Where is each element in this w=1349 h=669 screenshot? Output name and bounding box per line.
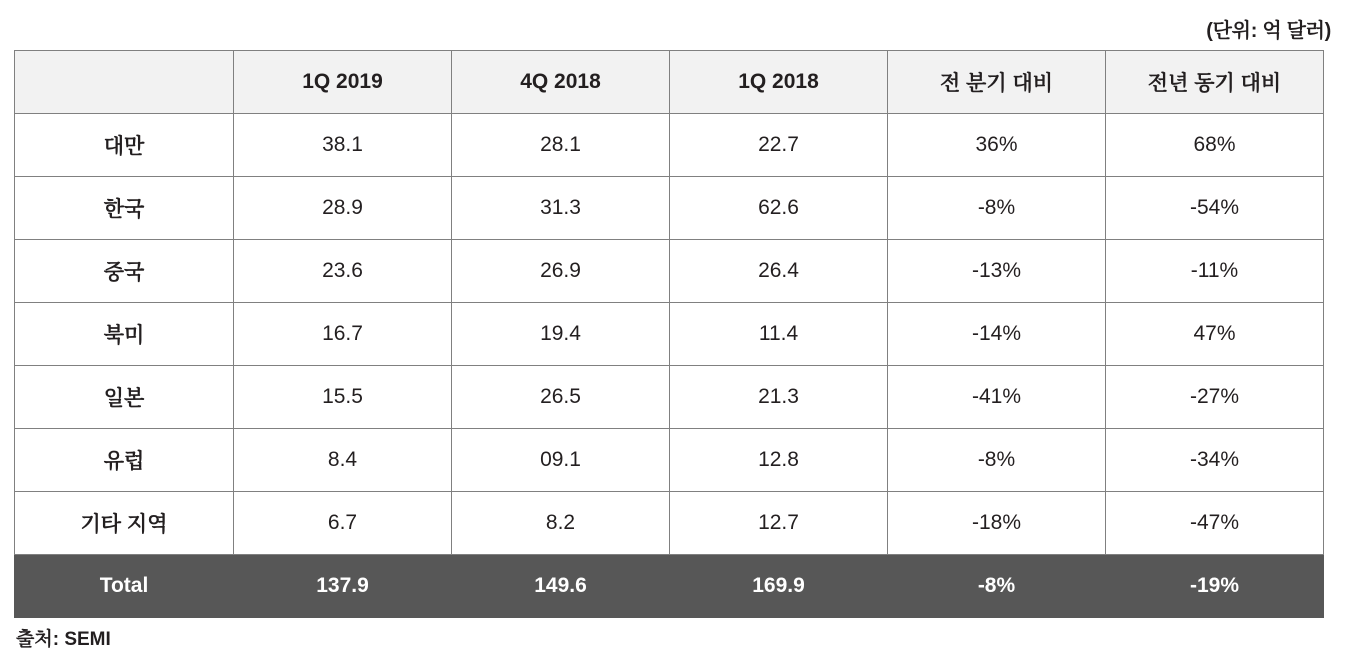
cell-value: 36%: [888, 114, 1106, 177]
cell-value: -18%: [888, 492, 1106, 555]
cell-value: 28.9: [234, 177, 452, 240]
cell-value: 26.9: [452, 240, 670, 303]
cell-value: 16.7: [234, 303, 452, 366]
cell-value: 19.4: [452, 303, 670, 366]
cell-value: 31.3: [452, 177, 670, 240]
total-value: 169.9: [670, 555, 888, 618]
cell-value: 62.6: [670, 177, 888, 240]
cell-value: 23.6: [234, 240, 452, 303]
cell-value: 28.1: [452, 114, 670, 177]
cell-value: -41%: [888, 366, 1106, 429]
cell-value: -8%: [888, 177, 1106, 240]
row-label: 대만: [15, 114, 234, 177]
row-label: 한국: [15, 177, 234, 240]
table-row: [15, 177, 1324, 240]
row-label: 중국: [15, 240, 234, 303]
column-header-4q2018: 4Q 2018: [452, 51, 670, 114]
table-header: [15, 51, 1324, 114]
table-row: [15, 303, 1324, 366]
table-container: [14, 50, 1320, 618]
table-row: [15, 114, 1324, 177]
cell-value: 8.2: [452, 492, 670, 555]
cell-value: -8%: [888, 429, 1106, 492]
cell-value: -27%: [1106, 366, 1324, 429]
cell-value: -47%: [1106, 492, 1324, 555]
column-header-1q2018: 1Q 2018: [670, 51, 888, 114]
total-value: -8%: [888, 555, 1106, 618]
cell-value: 22.7: [670, 114, 888, 177]
table-body: [15, 114, 1324, 618]
cell-value: 8.4: [234, 429, 452, 492]
cell-value: 6.7: [234, 492, 452, 555]
cell-value: 11.4: [670, 303, 888, 366]
table-row: [15, 240, 1324, 303]
cell-value: 47%: [1106, 303, 1324, 366]
table-row: [15, 366, 1324, 429]
header-row: [15, 51, 1324, 114]
column-header-1q2019: 1Q 2019: [234, 51, 452, 114]
column-header-qoq: 전 분기 대비: [888, 51, 1106, 114]
total-value: 137.9: [234, 555, 452, 618]
cell-value: 12.7: [670, 492, 888, 555]
cell-value: -11%: [1106, 240, 1324, 303]
cell-value: 21.3: [670, 366, 888, 429]
table-row: [15, 429, 1324, 492]
cell-value: 38.1: [234, 114, 452, 177]
total-value: -19%: [1106, 555, 1324, 618]
table-total-row: [15, 555, 1324, 618]
cell-value: 26.4: [670, 240, 888, 303]
cell-value: -14%: [888, 303, 1106, 366]
source-note: 출처: SEMI: [16, 629, 111, 650]
total-label: Total: [15, 555, 234, 618]
cell-value: 15.5: [234, 366, 452, 429]
row-label: 유럽: [15, 429, 234, 492]
header-corner: [15, 51, 234, 114]
cell-value: -34%: [1106, 429, 1324, 492]
semi-billings-table: [14, 50, 1324, 618]
column-header-yoy: 전년 동기 대비: [1106, 51, 1324, 114]
cell-value: 26.5: [452, 366, 670, 429]
unit-note: (단위: 억 달러): [1206, 20, 1331, 42]
cell-value: 12.8: [670, 429, 888, 492]
cell-value: 68%: [1106, 114, 1324, 177]
total-value: 149.6: [452, 555, 670, 618]
cell-value: -54%: [1106, 177, 1324, 240]
row-label: 일본: [15, 366, 234, 429]
cell-value: 09.1: [452, 429, 670, 492]
cell-value: -13%: [888, 240, 1106, 303]
row-label: 북미: [15, 303, 234, 366]
row-label: 기타 지역: [15, 492, 234, 555]
table-row: [15, 492, 1324, 555]
